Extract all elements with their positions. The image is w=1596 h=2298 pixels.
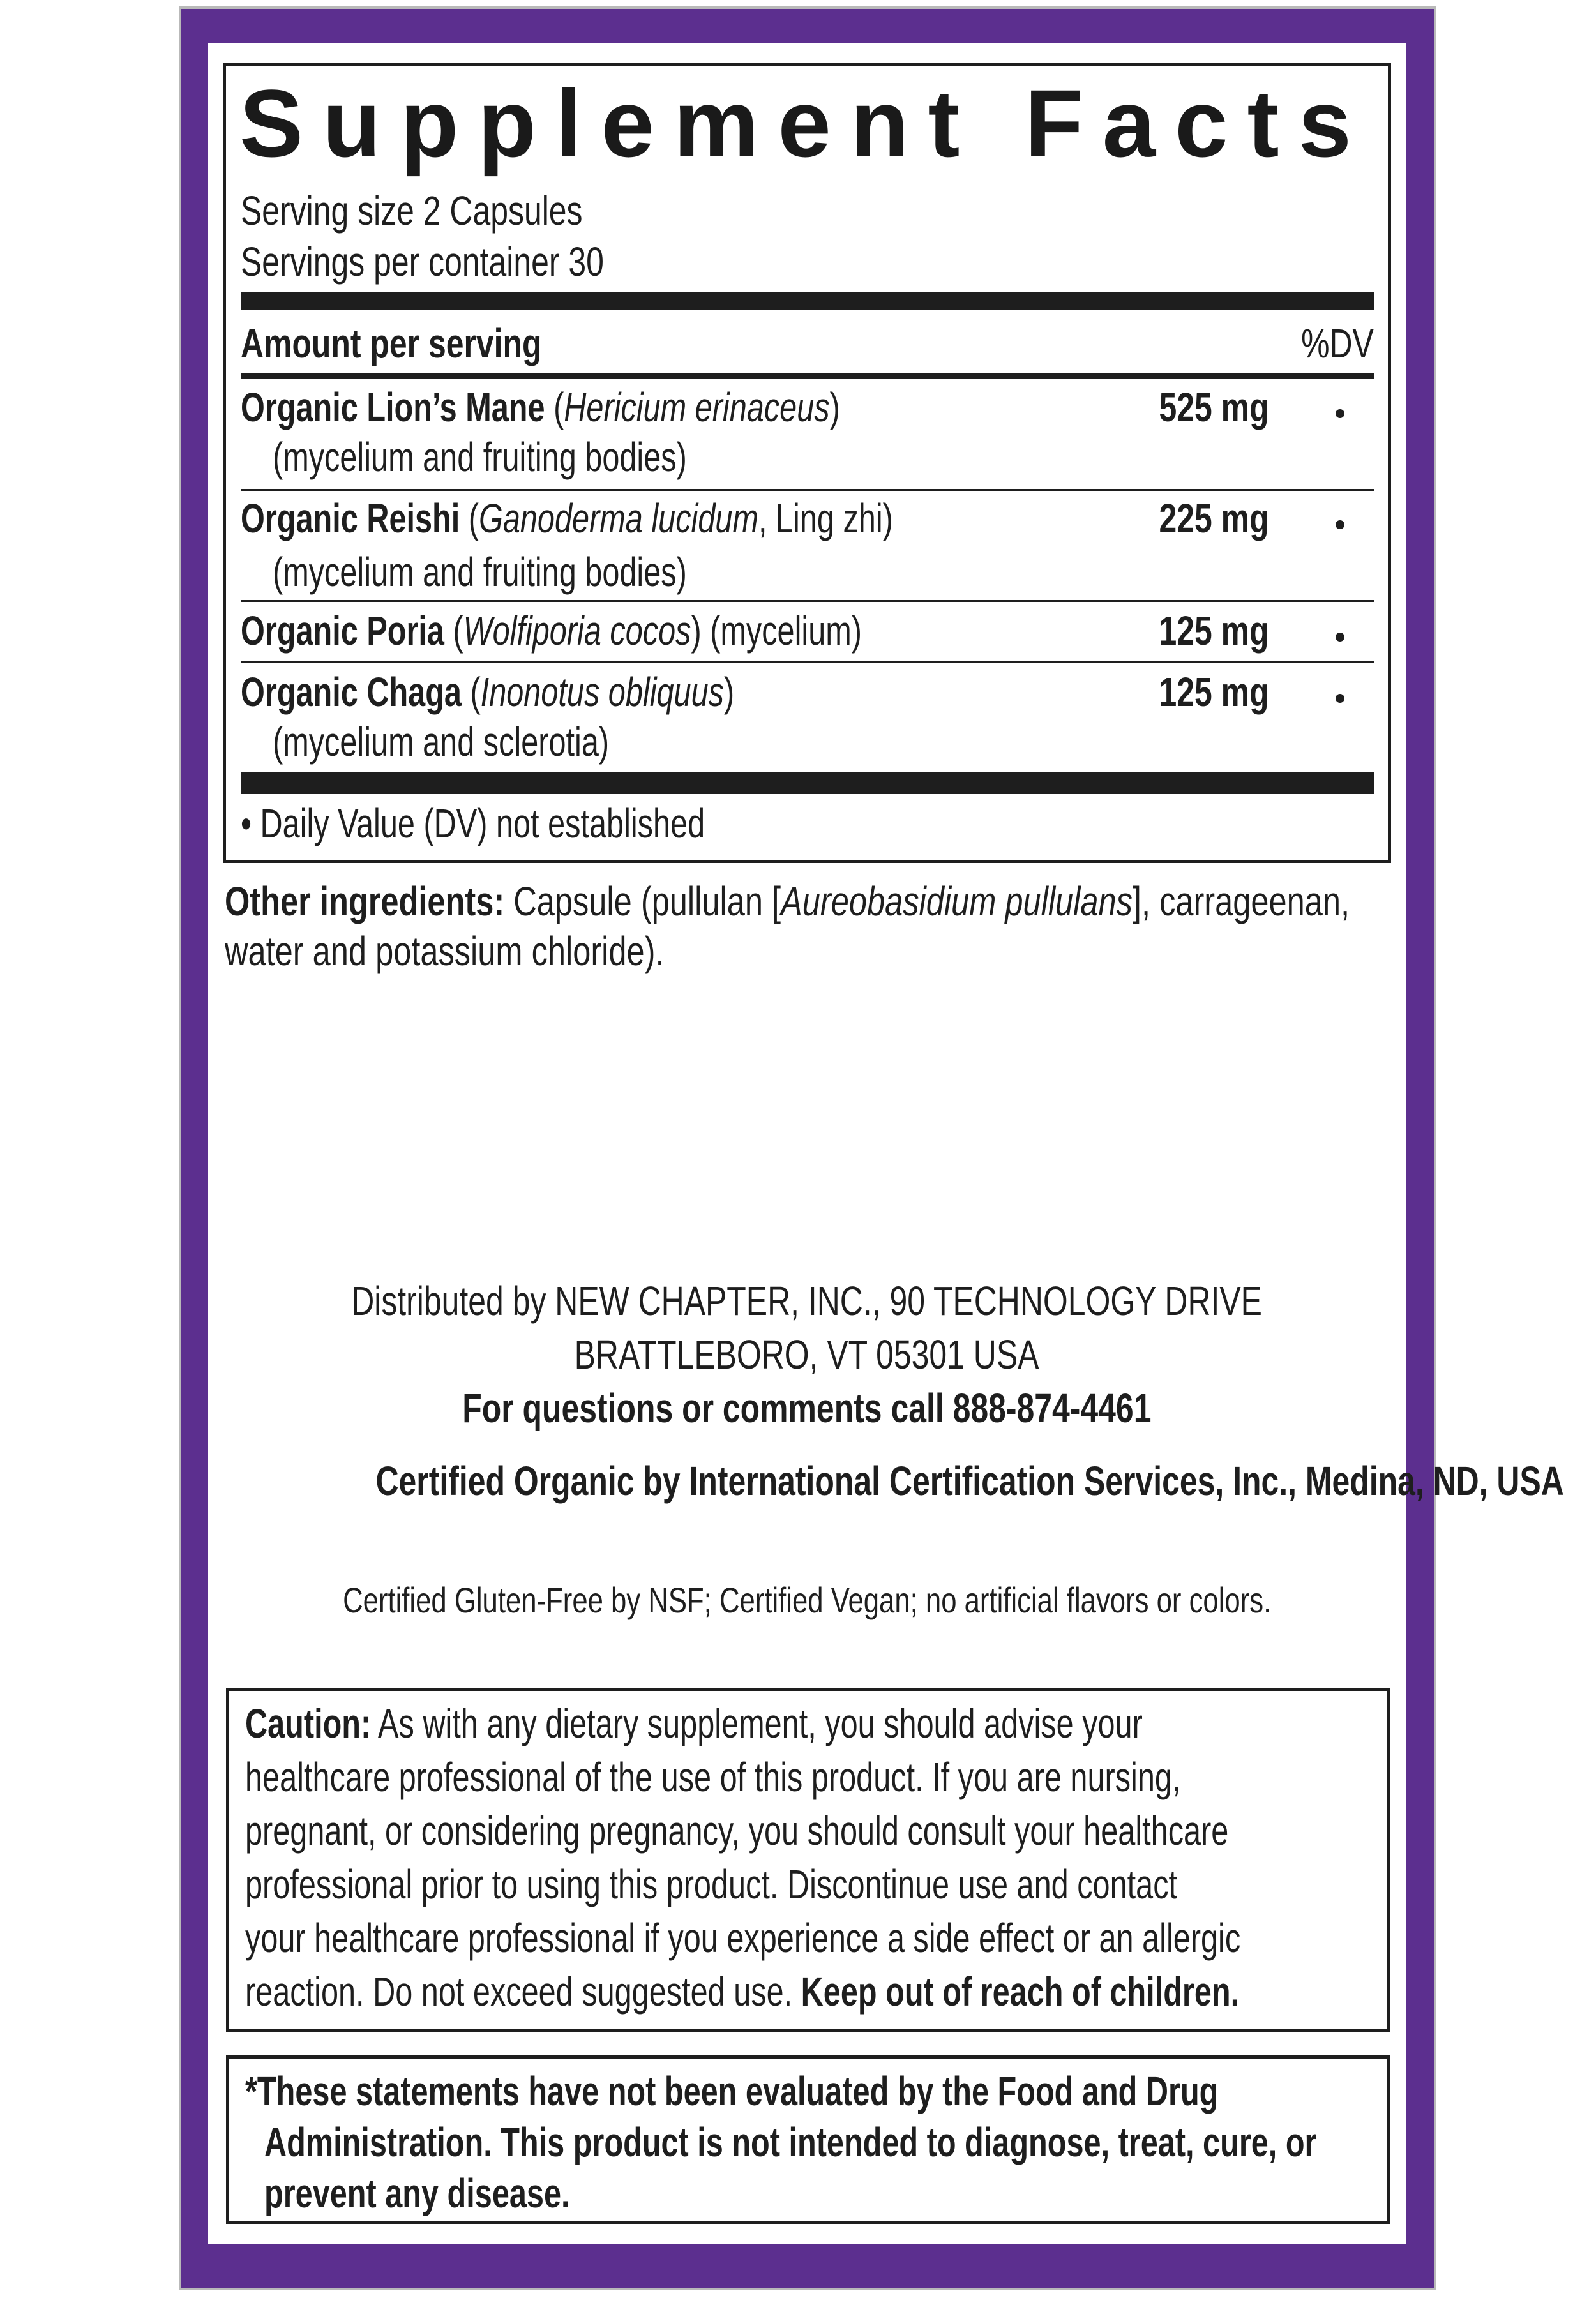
other-ingredients-label: Other ingredients: (225, 878, 505, 924)
dv-not-established-marker (1336, 633, 1344, 642)
distributor-line-1 (208, 1275, 1406, 1326)
ingredient-amount: 525 mg (1159, 384, 1269, 430)
ingredient-latin-name: Ganoderma lucidum (478, 495, 758, 541)
caution-label: Caution: (245, 1701, 372, 1746)
keep-out-of-reach: Keep out of reach of children. (801, 1969, 1240, 2015)
supplement-facts-title: Supplement Facts (239, 70, 1371, 177)
caution-text: reaction. Do not exceed suggested use. (245, 1969, 801, 2015)
other-ingredients-line-2: water and potassium chloride). (225, 928, 665, 974)
distributor-line-2 (208, 1329, 1406, 1380)
ingredient-latin-name: Hericium erinaceus (564, 384, 830, 430)
ingredient-amount: 125 mg (1159, 669, 1269, 715)
dv-not-established-marker (1336, 520, 1344, 529)
ingredient-name: Organic Reishi (241, 495, 460, 541)
thick-divider-top (241, 292, 1374, 310)
ingredient-row-chaga: Organic Chaga (Inonotus obliquus) (241, 669, 735, 715)
ingredient-latin-name: Inonotus obliquus (480, 669, 724, 715)
certified-gluten-free-text: Certified Gluten-Free by NSF; Certified Vegan; no artificial flavors or colors. (342, 1580, 1272, 1620)
medium-divider (241, 373, 1374, 379)
dv-not-established-marker (1336, 409, 1344, 418)
certified-gluten-free-line (208, 1578, 1406, 1623)
distributor-address: Distributed by NEW CHAPTER, INC., 90 TECHNOLOGY DRIVE (351, 1278, 1263, 1324)
ingredient-name: Organic Poria (241, 608, 444, 654)
row-divider (241, 600, 1374, 602)
ingredient-name-suffix: , Ling zhi) (758, 495, 893, 541)
ingredient-name: Organic Lion’s Mane (241, 384, 545, 430)
serving-size: Serving size 2 Capsules (241, 188, 583, 234)
caution-line-2: healthcare professional of the use of this product. If you are nursing, (245, 1754, 1181, 1800)
caution-line-3: pregnant, or considering pregnancy, you should consult your healthcare (245, 1808, 1229, 1854)
caution-line-1 (245, 1698, 1143, 1749)
ingredient-source: (mycelium and sclerotia) (273, 719, 610, 765)
servings-per-container: Servings per container 30 (241, 239, 604, 285)
other-ingredients-line-1 (225, 876, 1350, 927)
fda-statement-line-1: *These statements have not been evaluated by the Food and Drug (245, 2068, 1219, 2114)
contact-line (208, 1383, 1406, 1434)
ingredient-source: (mycelium and fruiting bodies) (273, 434, 687, 480)
certified-organic-line (208, 1455, 1564, 1506)
amount-per-serving-label: Amount per serving (241, 320, 542, 366)
ingredient-name-suffix: ) (mycelium) (691, 608, 862, 654)
ingredient-row-lions-mane: Organic Lion’s Mane (Hericium erinaceus) (241, 384, 840, 430)
caution-line-4: professional prior to using this product. Discontinue use and contact (245, 1861, 1178, 1907)
other-ingredients-text: ], carrageenan, (1132, 878, 1350, 924)
other-ingredients-latin: Aureobasidium pullulans (781, 878, 1133, 924)
ingredient-source: (mycelium and fruiting bodies) (273, 549, 687, 595)
dv-not-established-marker (1336, 694, 1344, 703)
caution-text: As with any dietary supplement, you should advise your (371, 1701, 1143, 1746)
ingredient-name: Organic Chaga (241, 669, 462, 715)
fda-statement-line-3: prevent any disease. (264, 2170, 570, 2216)
ingredient-row-reishi: Organic Reishi (Ganoderma lucidum, Ling zhi) (241, 495, 893, 541)
fda-statement-line-2: Administration. This product is not intended to diagnose, treat, cure, or (264, 2119, 1317, 2165)
thick-divider-bottom (241, 772, 1374, 794)
distributor-city: BRATTLEBORO, VT 05301 USA (575, 1332, 1039, 1378)
ingredient-amount: 225 mg (1159, 495, 1269, 541)
dv-header: %DV (1301, 320, 1374, 366)
other-ingredients-text: Capsule (pullulan [ (504, 878, 781, 924)
certified-organic-text: Certified Organic by International Certification Services, Inc., Medina, ND, USA (375, 1458, 1564, 1504)
caution-line-6 (245, 1966, 1239, 2017)
caution-line-5: your healthcare professional if you experience a side effect or an allergic (245, 1915, 1241, 1961)
ingredient-latin-name: Wolfiporia cocos (463, 608, 691, 654)
contact-phone: For questions or comments call 888-874-4461 (462, 1385, 1152, 1431)
ingredient-amount: 125 mg (1159, 608, 1269, 654)
row-divider (241, 489, 1374, 491)
dv-footnote: • Daily Value (DV) not established (241, 800, 705, 846)
row-divider (241, 661, 1374, 663)
ingredient-row-poria: Organic Poria (Wolfiporia cocos) (mycelium) (241, 608, 862, 654)
